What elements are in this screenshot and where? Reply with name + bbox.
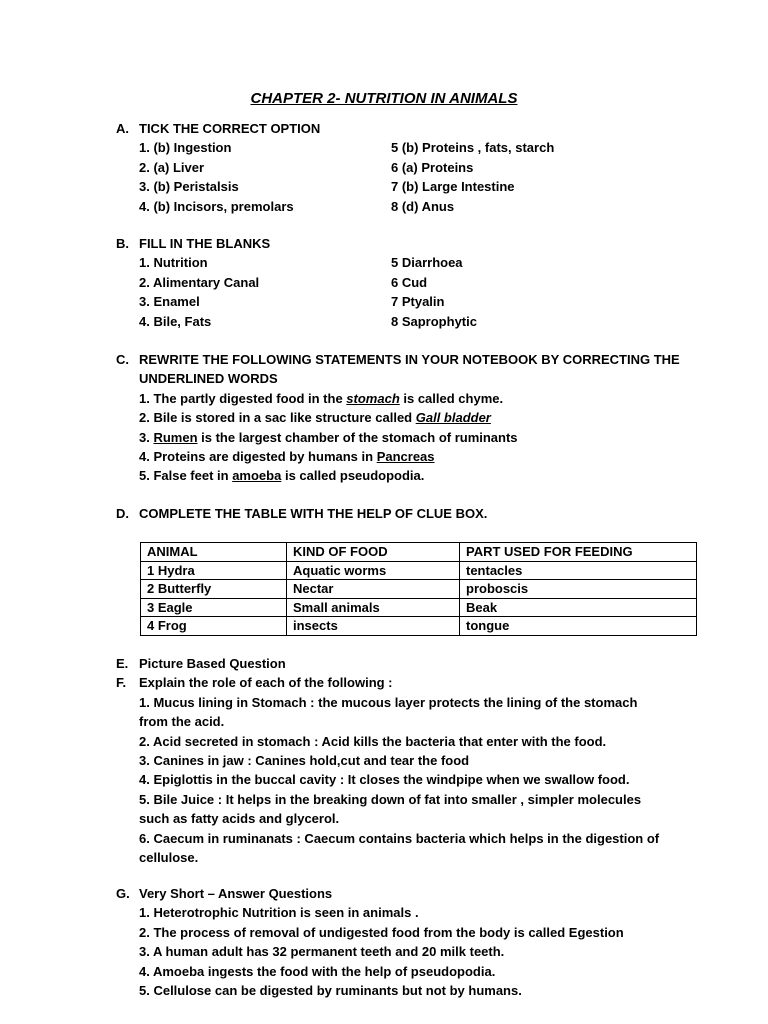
answer-line: 3. A human adult has 32 permanent teeth and 20 milk teeth.	[139, 944, 505, 960]
answer-item: 6 Cud	[391, 274, 428, 290]
animal-table	[140, 542, 697, 636]
section-heading: TICK THE CORRECT OPTION	[139, 121, 321, 136]
statement-item: 1. The partly digested food in the stomach is called chyme.	[139, 390, 504, 406]
section-letter: G.	[116, 886, 130, 901]
answer-item: 4. Bile, Fats	[139, 313, 212, 329]
explanation-line: 1. Mucus lining in Stomach : the mucous layer protects the lining of the stomach	[139, 694, 638, 710]
table-cell: 2 Butterfly	[141, 580, 287, 599]
explanation-line: 5. Bile Juice : It helps in the breaking down of fat into smaller , simpler molecules	[139, 791, 642, 807]
explanation-line: 2. Acid secreted in stomach : Acid kills the bacteria that enter with the food.	[139, 733, 607, 749]
underlined-word: Rumen	[153, 429, 198, 445]
section-letter: B.	[116, 236, 129, 251]
table-cell: Nectar	[287, 580, 460, 599]
underlined-word: amoeba	[232, 468, 282, 484]
answer-item: 2. Alimentary Canal	[139, 274, 260, 290]
answer-line: 5. Cellulose can be digested by ruminants but not by humans.	[139, 983, 522, 999]
section-heading: FILL IN THE BLANKS	[139, 236, 271, 251]
table-cell: Small animals	[287, 598, 460, 617]
answer-item: 7 Ptyalin	[391, 294, 445, 310]
table-cell: 4 Frog	[141, 617, 287, 636]
table-cell: Beak	[460, 598, 697, 617]
underlined-word: Gall bladder	[415, 410, 491, 426]
explanation-line: 3. Canines in jaw : Canines hold,cut and tear the food	[139, 753, 470, 769]
statement-item: 3. Rumen is the largest chamber of the stomach of ruminants	[139, 429, 518, 445]
explanation-line: from the acid.	[139, 714, 225, 730]
section-letter: A.	[116, 121, 129, 136]
table-row	[141, 561, 697, 580]
section-heading: REWRITE THE FOLLOWING STATEMENTS IN YOUR NOTEBOOK BY CORRECTING THE	[139, 352, 680, 367]
table-cell: tongue	[460, 617, 697, 636]
underlined-word: stomach	[346, 390, 400, 406]
answer-line: 4. Amoeba ingests the food with the help of pseudopodia.	[139, 963, 496, 979]
section-heading: COMPLETE THE TABLE WITH THE HELP OF CLUE BOX.	[139, 506, 488, 521]
table-row	[141, 617, 697, 636]
table-row	[141, 580, 697, 599]
explanation-line: 6. Caecum in ruminanats : Caecum contains bacteria which helps in the digestion of	[139, 830, 660, 846]
table-cell: insects	[287, 617, 460, 636]
underlined-word: Pancreas	[376, 449, 435, 465]
answer-item: 8 (d) Anus	[391, 198, 455, 214]
section-letter: E.	[116, 656, 129, 671]
section-letter: F.	[116, 675, 127, 691]
answer-item: 4. (b) Incisors, premolars	[139, 198, 294, 214]
section-c	[116, 350, 716, 486]
section-heading: Picture Based Question	[139, 656, 286, 671]
statement-item: 5. False feet in amoeba is called pseudopodia.	[139, 468, 425, 484]
table-cell: 3 Eagle	[141, 598, 287, 617]
table-header: PART USED FOR FEEDING	[460, 543, 697, 562]
answer-item: 5 (b) Proteins , fats, starch	[391, 140, 555, 156]
statement-item: 2. Bile is stored in a sac like structure called Gall bladder	[139, 410, 491, 426]
answer-item: 3. (b) Peristalsis	[139, 179, 239, 195]
answer-item: 2. (a) Liver	[139, 159, 205, 175]
section-d	[116, 504, 716, 523]
page-title: CHAPTER 2- NUTRITION IN ANIMALS	[250, 90, 518, 107]
explanation-line: such as fatty acids and glycerol.	[139, 811, 340, 827]
table-cell: 1 Hydra	[141, 561, 287, 580]
answer-line: 2. The process of removal of undigested food from the body is called Egestion	[139, 924, 624, 940]
answer-line: 1. Heterotrophic Nutrition is seen in animals .	[139, 905, 419, 921]
table-header: KIND OF FOOD	[287, 543, 460, 562]
section-g	[116, 884, 716, 1000]
statement-item: 4. Proteins are digested by humans in Pancreas	[139, 449, 435, 465]
table-header: ANIMAL	[141, 543, 287, 562]
explanation-line: cellulose.	[139, 850, 199, 866]
section-heading: Explain the role of each of the following :	[139, 675, 393, 691]
table-cell: Aquatic worms	[287, 561, 460, 580]
section-a	[116, 119, 716, 216]
table-cell: proboscis	[460, 580, 697, 599]
section-b	[116, 234, 716, 331]
table-header-row	[141, 543, 697, 562]
answer-item: 5 Diarrhoea	[391, 255, 463, 271]
answer-item: 1. Nutrition	[139, 255, 208, 271]
explanation-line: 4. Epiglottis in the buccal cavity : It closes the windpipe when we swallow food.	[139, 772, 630, 788]
answer-item: 8 Saprophytic	[391, 313, 477, 329]
section-e-f	[116, 654, 716, 867]
section-heading-continued: UNDERLINED WORDS	[139, 371, 278, 387]
section-letter: C.	[116, 352, 129, 367]
section-heading: Very Short – Answer Questions	[139, 886, 333, 901]
table-cell: tentacles	[460, 561, 697, 580]
answer-item: 6 (a) Proteins	[391, 159, 474, 175]
answer-item: 7 (b) Large Intestine	[391, 179, 515, 195]
table-row	[141, 598, 697, 617]
answer-item: 3. Enamel	[139, 294, 200, 310]
answer-item: 1. (b) Ingestion	[139, 140, 232, 156]
section-letter: D.	[116, 506, 129, 521]
